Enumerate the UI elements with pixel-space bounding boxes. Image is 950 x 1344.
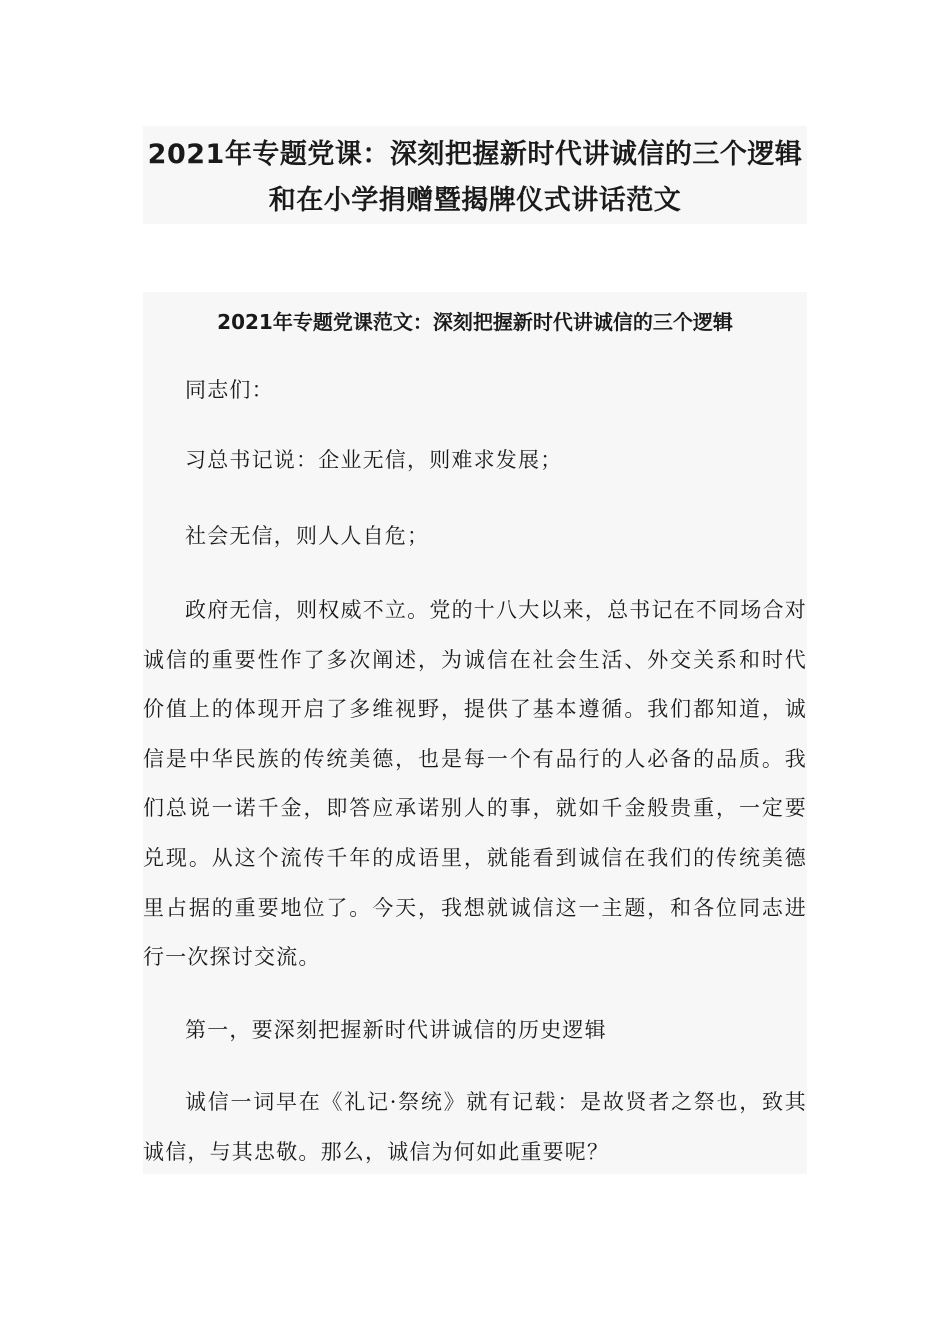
- document-title: 2021年专题党课：深刻把握新时代讲诚信的三个逻辑和在小学捐赠暨揭牌仪式讲话范文: [147, 139, 803, 216]
- section-title: 2021年专题党课范文：深刻把握新时代讲诚信的三个逻辑: [217, 310, 733, 334]
- subheading-paragraph: 第一，要深刻把握新时代讲诚信的历史逻辑: [185, 1018, 607, 1042]
- paragraph-greeting: 同志们：: [185, 378, 274, 402]
- paragraph: 政府无信，则权威不立。党的十八大以来，总书记在不同场合对诚信的重要性作了多次阐述，为诚信在社会生活、外交关系和时代价值上的体现开启了多维视野，提供了基本遵循。我们都知道，诚信是中华民族的传统美德，也是每一个有品行的人必备的品质。我们总说一诺千金，即答应承诺别人的事，就如千金般贵重，一定要兑现。从这个流传千年的成语里，就能看到诚信在我们的传统美德里占据的重要地位了。今天，我想就诚信这一主题，和各位同志进行一次探讨交流。: [143, 598, 807, 970]
- title-block: [143, 126, 807, 224]
- content-block: [143, 292, 807, 1174]
- paragraph: 诚信一词早在《礼记·祭统》就有记载：是故贤者之祭也，致其诚信，与其忠敬。那么，诚信为何如此重要呢？: [143, 1090, 807, 1164]
- paragraph: 习总书记说：企业无信，则难求发展；: [185, 448, 563, 472]
- paragraph: 社会无信，则人人自危；: [185, 524, 430, 548]
